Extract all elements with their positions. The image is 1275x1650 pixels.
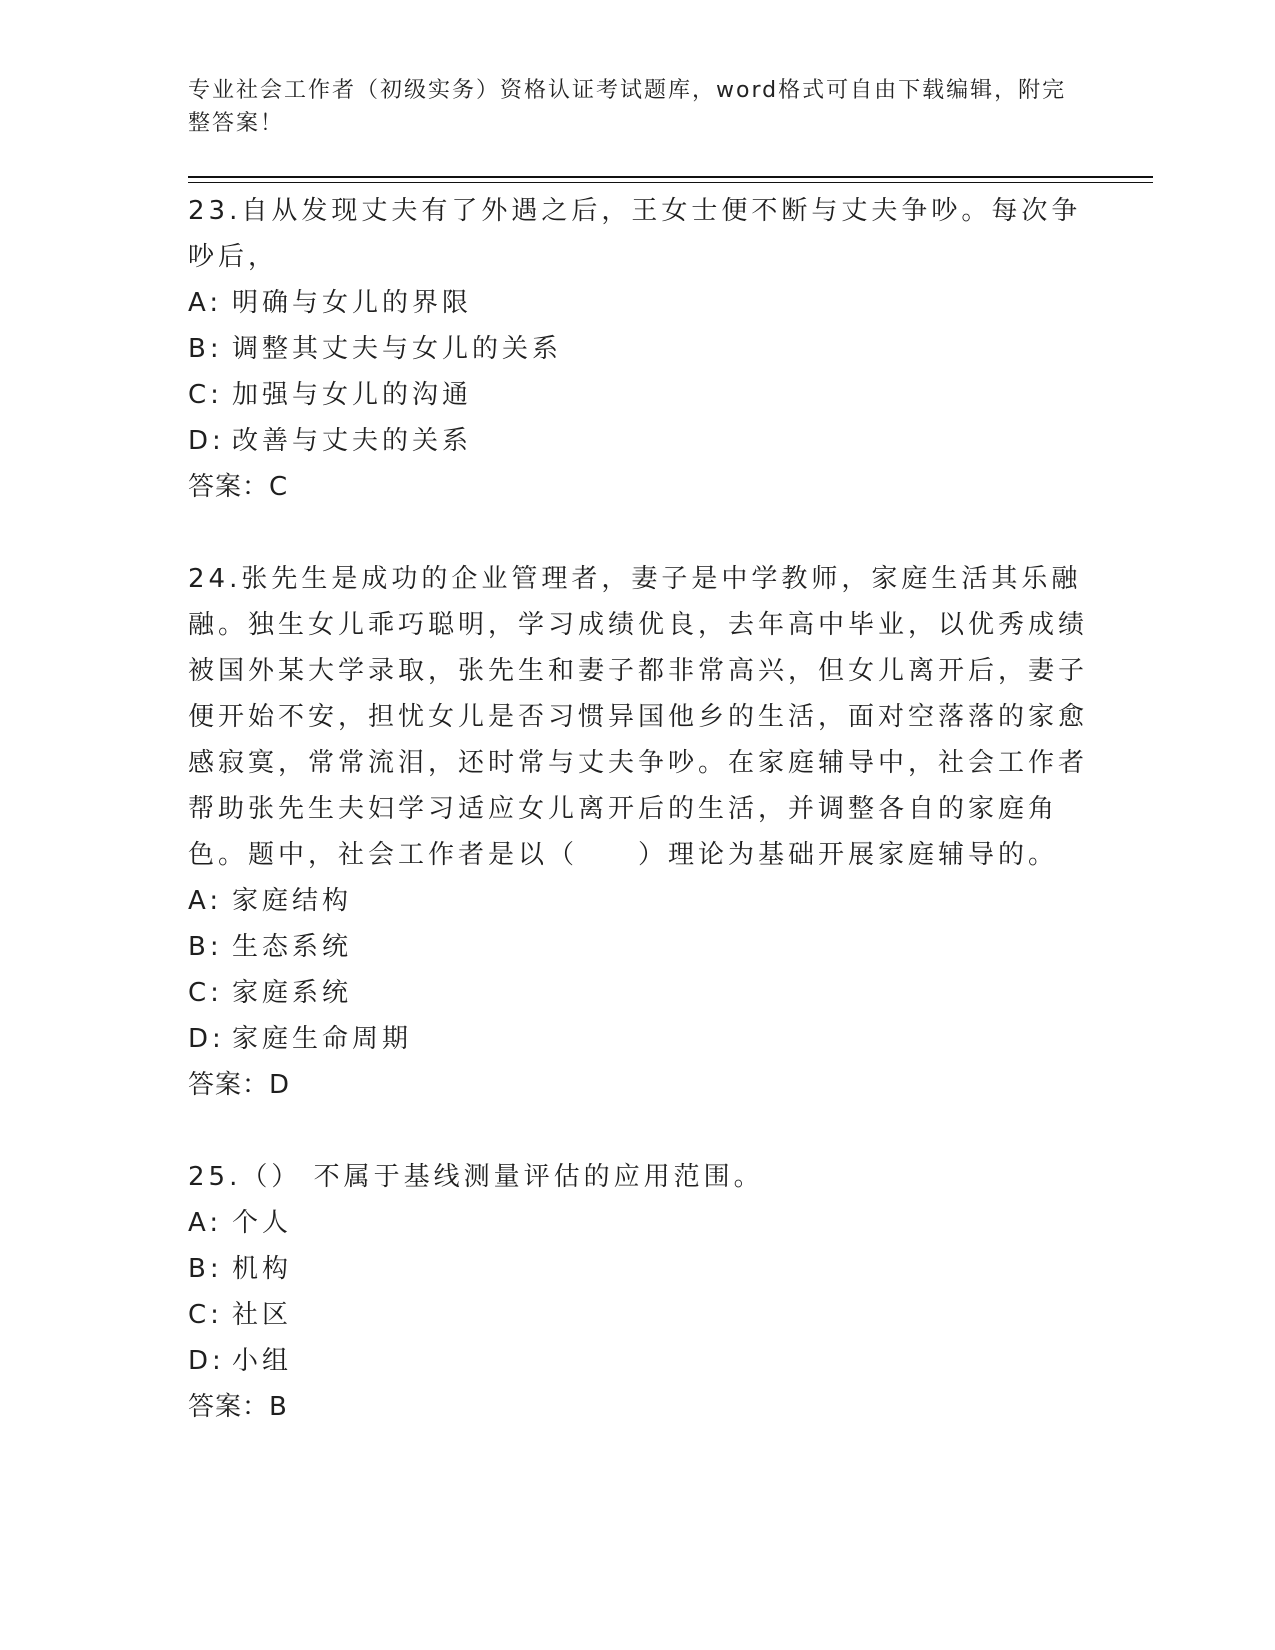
option-letter: B: [188, 932, 223, 962]
option-letter: D: [188, 1346, 225, 1376]
question-25 [188, 1154, 1088, 1430]
option-d [188, 1016, 1088, 1062]
option-text: 调整其丈夫与女儿的关系 [232, 334, 563, 364]
option-d [188, 1338, 1088, 1384]
option-text: 机构 [232, 1254, 293, 1284]
option-letter: A: [188, 886, 223, 916]
option-text: 家庭结构 [232, 886, 353, 916]
question-spacer [188, 510, 1088, 556]
option-text: 小组 [232, 1346, 293, 1376]
answer-line: 答案：C [188, 472, 289, 502]
answer-line: 答案：B [188, 1392, 288, 1422]
questions-list [188, 188, 1088, 1430]
option-letter: D: [188, 1024, 225, 1054]
option-text: 个人 [232, 1208, 293, 1238]
option-b [188, 326, 1088, 372]
option-text: 社区 [232, 1300, 293, 1330]
option-d [188, 418, 1088, 464]
option-a [188, 280, 1088, 326]
question-stem: 25.（） 不属于基线测量评估的应用范围。 [188, 1162, 764, 1192]
header-divider-thin [188, 182, 1153, 183]
answer-line: 答案：D [188, 1070, 291, 1100]
option-a [188, 878, 1088, 924]
question-stem: 23.自从发现丈夫有了外遇之后，王女士便不断与丈夫争吵。每次争吵后， [188, 196, 1082, 272]
question-23 [188, 188, 1088, 510]
option-c [188, 970, 1088, 1016]
question-24 [188, 556, 1088, 1108]
option-letter: B: [188, 334, 223, 364]
option-text: 明确与女儿的界限 [232, 288, 473, 318]
option-letter: A: [188, 288, 223, 318]
option-text: 家庭生命周期 [232, 1024, 413, 1054]
option-letter: C: [188, 1300, 223, 1330]
option-text: 加强与女儿的沟通 [232, 380, 473, 410]
option-letter: C: [188, 978, 223, 1008]
option-letter: C: [188, 380, 223, 410]
option-text: 改善与丈夫的关系 [232, 426, 473, 456]
option-c [188, 372, 1088, 418]
option-letter: A: [188, 1208, 223, 1238]
option-letter: D: [188, 426, 225, 456]
option-text: 生态系统 [232, 932, 353, 962]
page-header-title: 专业社会工作者（初级实务）资格认证考试题库，word格式可自由下载编辑，附完整答案！ [188, 78, 1067, 136]
option-b [188, 924, 1088, 970]
question-spacer [188, 1108, 1088, 1154]
question-stem: 24.张先生是成功的企业管理者，妻子是中学教师，家庭生活其乐融融。独生女儿乖巧聪明，学习成绩优良，去年高中毕业，以优秀成绩被国外某大学录取，张先生和妻子都非常高兴，但女儿离开后，妻子便开始不安，担忧女儿是否习惯异国他乡的生活，面对空落落的家愈感寂寞，常常流泪，还时常与丈夫争吵。在家庭辅导中，社会工作者帮助张先生夫妇学习适应女儿离开后的生活，并调整各自的家庭角色。题中，社会工作者是以（ ）理论为基础开展家庭辅导的。 [188, 564, 1089, 870]
option-a [188, 1200, 1088, 1246]
option-c [188, 1292, 1088, 1338]
option-text: 家庭系统 [232, 978, 353, 1008]
option-letter: B: [188, 1254, 223, 1284]
header-divider-thick [188, 176, 1153, 178]
option-b [188, 1246, 1088, 1292]
